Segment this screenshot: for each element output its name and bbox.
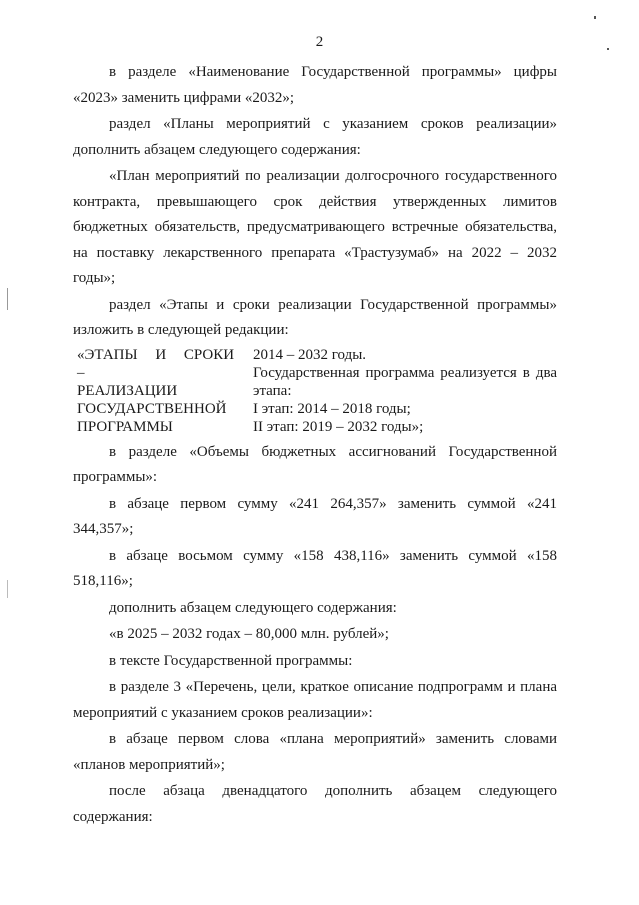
- table-value-line: 2014 – 2032 годы.: [253, 346, 367, 363]
- table-value-line: Государственная программа реализуется в два этапа:: [253, 364, 557, 399]
- scan-edge-mark: [7, 288, 8, 310]
- table-label-line: РЕАЛИЗАЦИИ: [77, 382, 178, 399]
- paragraph: после абзаца двенадцатого дополнить абзацем следующего содержания:: [73, 783, 557, 825]
- paragraph: «в 2025 – 2032 годах – 80,000 млн. рублей»;: [109, 626, 389, 642]
- document-body: [73, 60, 557, 830]
- table-label-line: ГОСУДАРСТВЕННОЙ: [77, 400, 227, 417]
- table-value-line: II этап: 2019 – 2032 годы»;: [253, 418, 424, 435]
- paragraph: в абзаце первом слова «плана мероприятий» заменить словами «планов мероприятий»;: [73, 731, 557, 773]
- scan-speck: [607, 48, 609, 50]
- paragraph: в разделе 3 «Перечень, цели, краткое описание подпрограмм и плана мероприятий с указанием сроков реализации»:: [73, 679, 557, 721]
- stages-table-label: [73, 346, 253, 436]
- paragraph: в тексте Государственной программы:: [109, 652, 353, 669]
- paragraph: в абзаце первом сумму «241 264,357» заменить суммой «241 344,357»;: [73, 495, 557, 537]
- stages-table: [73, 346, 557, 436]
- paragraph: в разделе «Объемы бюджетных ассигнований Государственной программы»:: [73, 443, 557, 485]
- scan-speck: [594, 16, 596, 19]
- table-label-line: «ЭТАПЫ И СРОКИ –: [77, 346, 235, 381]
- paragraph: в абзаце восьмом сумму «158 438,116» заменить суммой «158 518,116»;: [73, 547, 557, 589]
- paragraph: дополнить абзацем следующего содержания:: [109, 599, 397, 616]
- paragraph: «План мероприятий по реализации долгосрочного государственного контракта, превышающего срок действия утвержденных лимитов бюджетных обязательств, предусматривающего встречные обязательства, на поставку лекарственного препарата «Трастузумаб» на 2022 – 2032 годы»;: [73, 168, 557, 286]
- paragraph: в разделе «Наименование Государственной программы» цифры «2023» заменить цифрами «2032»;: [73, 64, 557, 106]
- stages-table-value: [253, 346, 557, 436]
- table-value-line: I этап: 2014 – 2018 годы;: [253, 400, 411, 417]
- page-number: 2: [315, 34, 324, 50]
- scan-edge-mark: [7, 580, 8, 598]
- paragraph: раздел «Планы мероприятий с указанием сроков реализации» дополнить абзацем следующего содержания:: [73, 116, 557, 158]
- table-label-line: ПРОГРАММЫ: [77, 418, 173, 435]
- paragraph: раздел «Этапы и сроки реализации Государственной программы» изложить в следующей редакции:: [73, 296, 557, 338]
